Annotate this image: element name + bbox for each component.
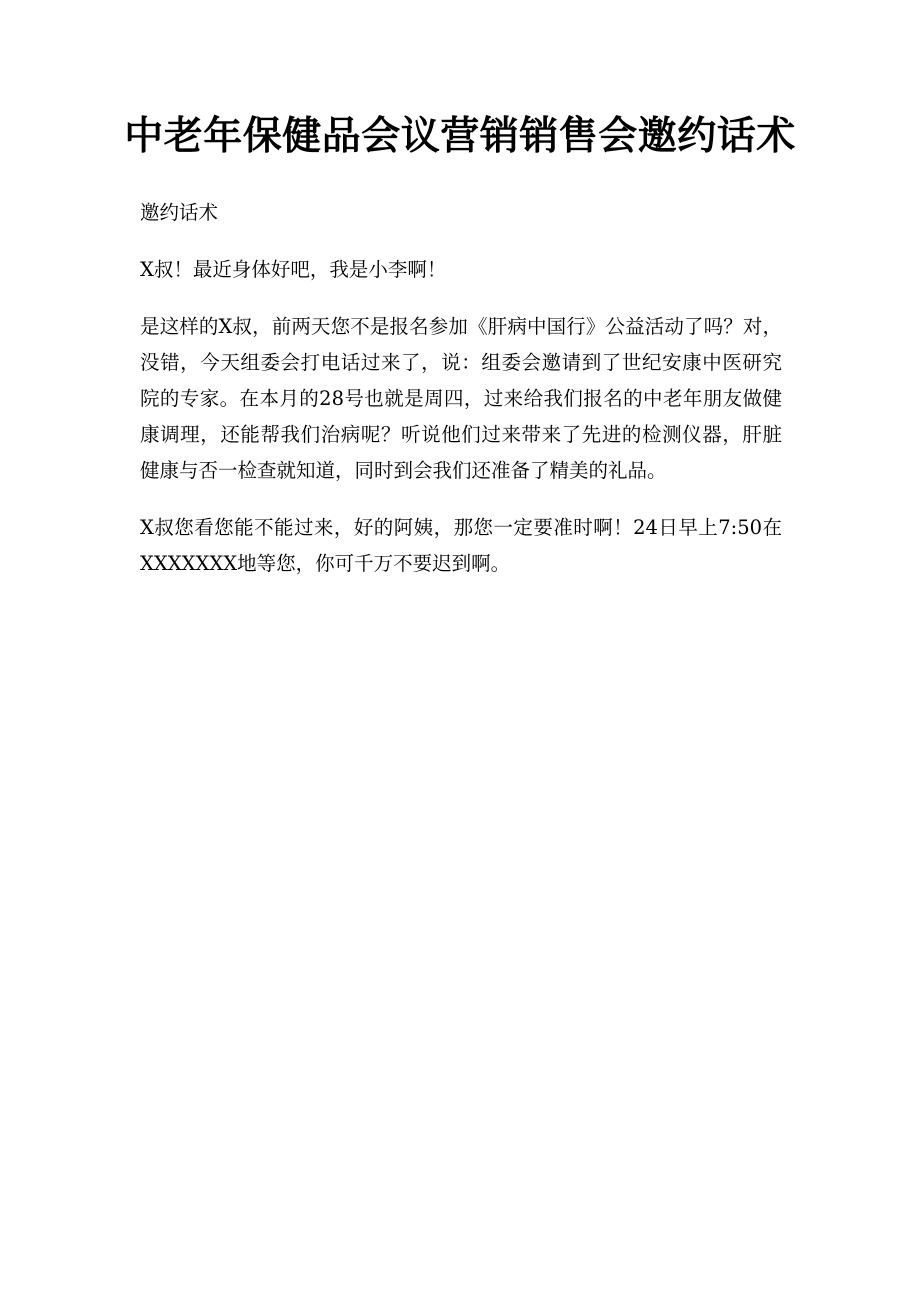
- paragraph-invitation: 是这样的X叔，前两天您不是报名参加《肝病中国行》公益活动了吗？对，没错，今天组委会打电话过来了，说：组委会邀请到了世纪安康中医研究院的专家。在本月的28号也就是周四，过来给我们报名的中老年朋友做健康调理，还能帮我们治病呢？听说他们过来带来了先进的检测仪器，肝脏健康与否一检查就知道，同时到会我们还准备了精美的礼品。: [140, 315, 782, 482]
- paragraph-greeting: X叔！最近身体好吧，我是小李啊！: [140, 258, 447, 281]
- section-heading: 邀约话术: [140, 201, 219, 224]
- document-title: 中老年保健品会议营销销售会邀约话术: [124, 114, 796, 159]
- paragraph-closing: X叔您看您能不能过来，好的阿姨，那您一定要准时啊！24日早上7:50在XXXXXXX地等您，你可千万不要迟到啊。: [140, 516, 782, 575]
- document-body: [140, 195, 782, 603]
